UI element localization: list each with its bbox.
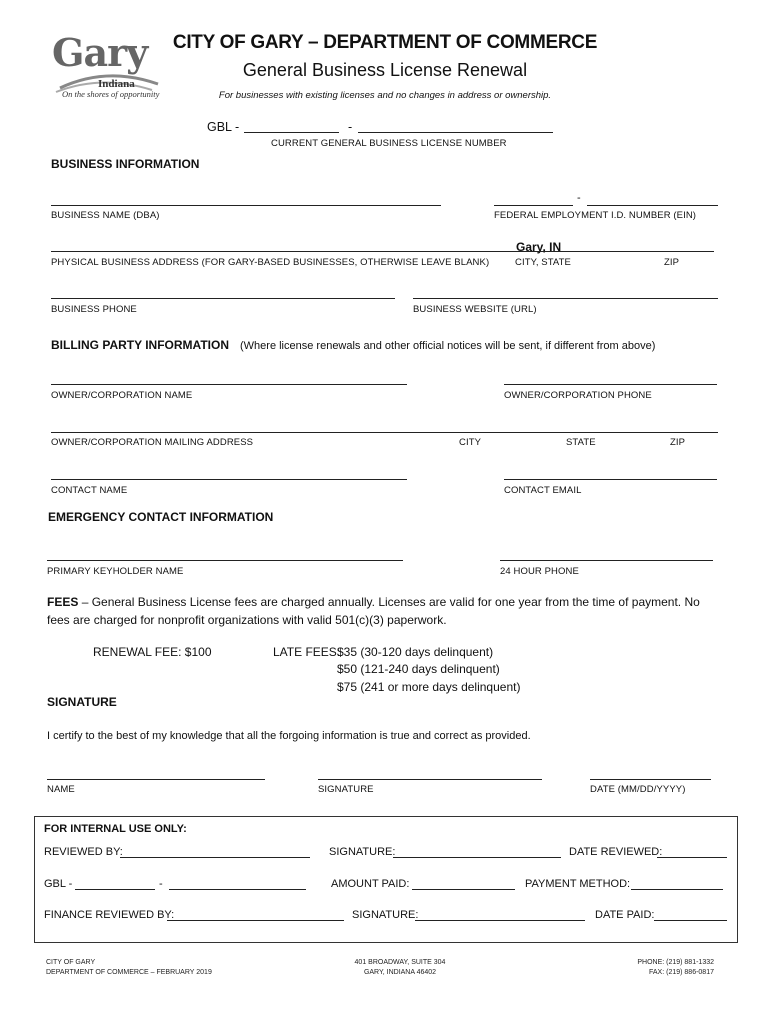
- ein-label: FEDERAL EMPLOYMENT I.D. NUMBER (EIN): [494, 210, 697, 221]
- reviewed-by-label: REVIEWED BY:: [44, 846, 123, 858]
- footer-left: [46, 958, 212, 978]
- internal-gbl-label: GBL -: [44, 878, 73, 890]
- signer-name-field[interactable]: [47, 779, 265, 780]
- late-fees-label: LATE FEES:: [273, 645, 341, 659]
- certify-text: I certify to the best of my knowledge that all the forgoing information is true and correct as provided.: [47, 730, 531, 742]
- footer-citystatezip: GARY, INDIANA 46402: [363, 969, 437, 976]
- footer-address: [330, 958, 470, 978]
- renewal-fee: RENEWAL FEE: $100: [93, 645, 212, 659]
- finance-reviewed-label: FINANCE REVIEWED BY:: [44, 909, 175, 921]
- license-prefix: GBL -: [207, 120, 240, 134]
- fees-paragraph: [47, 595, 700, 609]
- keyholder-name-field[interactable]: [47, 560, 403, 561]
- billing-heading: BILLING PARTY INFORMATION: [51, 338, 229, 352]
- internal-signature-label: SIGNATURE:: [329, 846, 396, 858]
- internal-use-box: [34, 816, 738, 943]
- finance-reviewed-field[interactable]: [167, 920, 344, 921]
- internal-signature-field[interactable]: [393, 857, 561, 858]
- ein-dash: -: [577, 192, 581, 204]
- owner-name-label: OWNER/CORPORATION NAME: [51, 390, 193, 401]
- billing-state-label: STATE: [566, 437, 596, 448]
- business-website-field[interactable]: [413, 298, 718, 299]
- sign-date-field[interactable]: [590, 779, 711, 780]
- emergency-heading: EMERGENCY CONTACT INFORMATION: [48, 510, 274, 524]
- date-reviewed-field[interactable]: [657, 857, 727, 858]
- footer-phone: PHONE: (219) 881-1332: [637, 959, 714, 966]
- signature-label: SIGNATURE: [318, 784, 374, 795]
- license-number-field-1[interactable]: [244, 132, 339, 133]
- business-phone-field[interactable]: [51, 298, 395, 299]
- page-title: CITY OF GARY – DEPARTMENT OF COMMERCE: [172, 32, 598, 53]
- business-address-label: PHYSICAL BUSINESS ADDRESS (FOR GARY-BASED BUSINESSES, OTHERWISE LEAVE BLANK): [51, 257, 490, 268]
- date-reviewed-label: DATE REVIEWED:: [569, 846, 663, 858]
- signature-heading: SIGNATURE: [47, 695, 117, 709]
- fees-text-2: fees are charged for nonprofit organizations with valid 501(c)(3) paperwork.: [47, 613, 447, 627]
- ein-field-1[interactable]: [494, 205, 573, 206]
- contact-name-field[interactable]: [51, 479, 407, 480]
- business-info-heading: BUSINESS INFORMATION: [51, 157, 200, 171]
- business-city-zip-field[interactable]: [501, 251, 714, 252]
- footer-contact: [580, 958, 714, 978]
- business-name-label: BUSINESS NAME (DBA): [51, 210, 160, 221]
- signature-field[interactable]: [318, 779, 542, 780]
- date-paid-label: DATE PAID:: [595, 909, 655, 921]
- keyholder-name-label: PRIMARY KEYHOLDER NAME: [47, 566, 184, 577]
- late-fee-3: $75 (241 or more days delinquent): [337, 680, 521, 694]
- internal-gbl-field-2[interactable]: [169, 889, 306, 890]
- signer-name-label: NAME: [47, 784, 75, 795]
- footer-street: 401 BROADWAY, SUITE 304: [354, 959, 446, 966]
- billing-city-label: CITY: [459, 437, 482, 448]
- contact-email-field[interactable]: [504, 479, 717, 480]
- page-note: For businesses with existing licenses and no changes in address or ownership.: [218, 90, 552, 101]
- date-paid-field[interactable]: [654, 920, 727, 921]
- late-fee-1: $35 (30-120 days delinquent): [337, 645, 494, 659]
- license-caption: CURRENT GENERAL BUSINESS LICENSE NUMBER: [271, 138, 507, 149]
- billing-zip-label: ZIP: [670, 437, 686, 448]
- late-fee-2: $50 (121-240 days delinquent): [337, 662, 500, 676]
- zip-label: ZIP: [664, 257, 680, 268]
- sign-date-label: DATE (MM/DD/YYYY): [590, 784, 686, 795]
- mailing-address-label: OWNER/CORPORATION MAILING ADDRESS: [51, 437, 254, 448]
- owner-phone-label: OWNER/CORPORATION PHONE: [504, 390, 652, 401]
- logo-wordmark: Gary: [52, 30, 148, 75]
- logo-tagline: On the shores of opportunity: [62, 89, 160, 99]
- fees-text: – General Business License fees are charged annually. Licenses are valid for one year from the time of payment. No: [81, 595, 700, 609]
- license-number-field-2[interactable]: [358, 132, 553, 133]
- footer-department: DEPARTMENT OF COMMERCE – FEBRUARY 2019: [46, 969, 212, 976]
- internal-gbl-field-1[interactable]: [75, 889, 155, 890]
- footer-city: CITY OF GARY: [46, 959, 96, 966]
- mailing-address-field[interactable]: [51, 432, 718, 433]
- reviewed-by-field[interactable]: [120, 857, 310, 858]
- payment-method-label: PAYMENT METHOD:: [525, 878, 631, 890]
- emergency-phone-label: 24 HOUR PHONE: [500, 566, 579, 577]
- amount-paid-label: AMOUNT PAID:: [331, 878, 410, 890]
- emergency-phone-field[interactable]: [500, 560, 713, 561]
- internal-heading: FOR INTERNAL USE ONLY:: [44, 823, 187, 835]
- internal-gbl-dash: -: [159, 878, 163, 890]
- contact-name-label: CONTACT NAME: [51, 485, 128, 496]
- business-address-field[interactable]: [51, 251, 501, 252]
- payment-method-field[interactable]: [631, 889, 723, 890]
- owner-name-field[interactable]: [51, 384, 407, 385]
- finance-signature-label: SIGNATURE:: [352, 909, 419, 921]
- business-phone-label: BUSINESS PHONE: [51, 304, 137, 315]
- business-name-field[interactable]: [51, 205, 441, 206]
- city-state-label: CITY, STATE: [515, 257, 571, 268]
- fees-heading: FEES: [47, 595, 79, 609]
- business-website-label: BUSINESS WEBSITE (URL): [413, 304, 537, 315]
- owner-phone-field[interactable]: [504, 384, 717, 385]
- ein-field-2[interactable]: [587, 205, 718, 206]
- logo-state: Indiana: [98, 78, 135, 90]
- finance-signature-field[interactable]: [415, 920, 585, 921]
- footer-fax: FAX: (219) 886-0817: [649, 969, 714, 976]
- contact-email-label: CONTACT EMAIL: [504, 485, 582, 496]
- license-separator: -: [348, 120, 353, 134]
- business-city-value: Gary, IN: [516, 240, 562, 254]
- page-subtitle: General Business License Renewal: [242, 60, 528, 80]
- amount-paid-field[interactable]: [412, 889, 515, 890]
- billing-heading-note: (Where license renewals and other official notices will be sent, if different from above): [240, 340, 656, 352]
